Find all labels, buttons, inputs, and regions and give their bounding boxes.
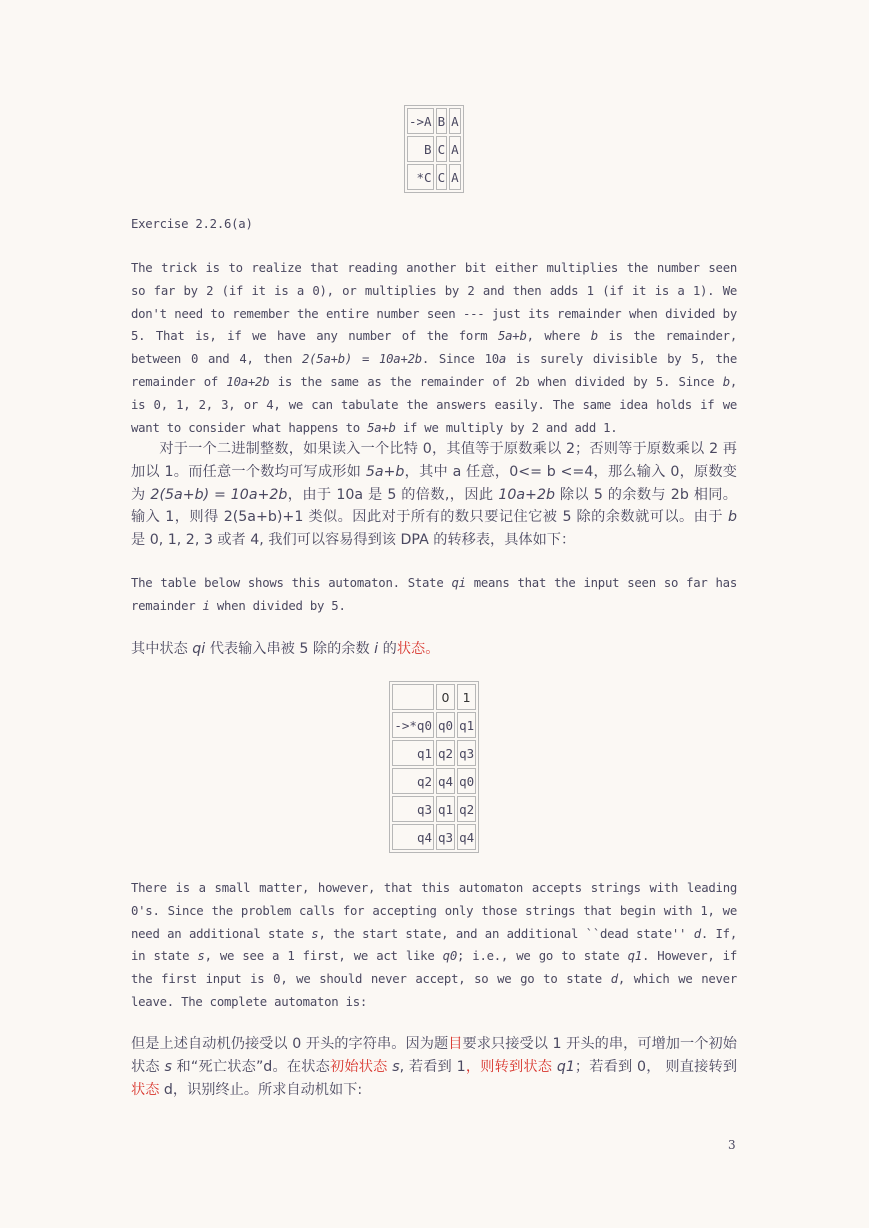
table-cell: q3 (392, 796, 434, 822)
text: 对于一个二进制整数，如果读入一个比特 0，其值等于原数乘以 2；否则等于原数乘以 2 再加以 1。而任意一个数均可写成形如 (131, 441, 737, 480)
table-header-cell: 0 (436, 684, 455, 710)
text: when divided by 5. (209, 598, 346, 613)
math: q1 (556, 1058, 575, 1075)
transition-table-small (404, 105, 464, 193)
text: , 若看到 1 (399, 1058, 466, 1075)
table-cell: B (436, 108, 448, 134)
table-cell: q4 (436, 768, 455, 794)
text: , where (526, 329, 591, 344)
text: ，其中 a 任意，0<= b <=4，那么输入 0，原数变为 (131, 463, 737, 503)
text: The table below shows this automaton. State (131, 576, 452, 590)
math: i (374, 641, 379, 657)
table-cell: ->*q0 (392, 712, 434, 738)
math: 10a+2b (226, 374, 270, 389)
text: . Since 10 (421, 352, 499, 367)
math: q1 (627, 949, 642, 964)
table-cell: A (449, 136, 461, 162)
math: 2(5a+b) = 10a+2b (150, 486, 288, 503)
table-row (392, 740, 476, 766)
table-cell: *C (407, 164, 434, 190)
table-row (392, 768, 476, 794)
text: 和“死亡状态”d。在状态 (171, 1058, 330, 1075)
table-row (392, 712, 476, 738)
math: q0 (442, 949, 457, 964)
math: s (164, 1058, 172, 1075)
table-row (407, 136, 461, 162)
text: 代表输入串被 5 除的余数 (205, 641, 375, 657)
table-header-cell (392, 684, 434, 710)
text: . If, in state (131, 926, 737, 964)
table-cell: q2 (392, 768, 434, 794)
text: There is a small matter, however, that this automaton accepts strings with leading 0's. Since the problem calls for accepting only those strings that begin with 1, we need an additional state (131, 881, 737, 941)
highlighted-text: 目 (448, 1036, 463, 1052)
highlighted-text: 状态 (131, 1081, 160, 1098)
transition-table-mod5 (389, 681, 479, 853)
table-cell: ->A (407, 108, 434, 134)
math: s (392, 1058, 400, 1075)
table-cell: q1 (436, 796, 455, 822)
table-cell: q1 (392, 740, 434, 766)
table-header-cell: 1 (457, 684, 476, 710)
highlighted-text: 初始状态 (330, 1058, 388, 1075)
text: ; i.e., we go to state (456, 949, 628, 964)
table-row (407, 164, 461, 190)
text: is the remainder, between 0 and 4, then (131, 329, 737, 367)
math: qi (451, 576, 466, 590)
math: i (202, 598, 210, 613)
text: 除以 5 的余数与 2b 相同。输入 1，则得 2(5a+b)+1 类似。因此对于所有的数只要记住它被 5 除的余数就可以。由于 (131, 486, 737, 526)
chinese-paragraph-3 (131, 1033, 737, 1101)
table-cell: q3 (436, 824, 455, 850)
text: is the same as the remainder of 2b when divided by 5. Since (269, 374, 723, 389)
text: 是 0, 1, 2, 3 或者 4, 我们可以容易得到该 DPA 的转移表，具体如下： (131, 532, 576, 549)
table-cell: C (436, 164, 448, 190)
table-cell: q4 (392, 824, 434, 850)
table-cell: q1 (457, 712, 476, 738)
english-paragraph-2 (131, 572, 737, 618)
text: , the start state, and an additional ``dead state'' (318, 926, 694, 941)
text: ，由于 10a 是 5 的倍数,，因此 (287, 486, 499, 503)
table-row (407, 108, 461, 134)
math: 5a+b (497, 329, 527, 344)
exercise-title: Exercise 2.2.6(a) (131, 217, 253, 231)
text: d，识别终止。所求自动机如下: (159, 1081, 363, 1098)
english-paragraph-3 (131, 877, 737, 1014)
chinese-paragraph-2 (131, 638, 737, 661)
table-header-row (392, 684, 476, 710)
math: 5a+b (365, 463, 405, 480)
math: 10a+2b (498, 486, 555, 503)
table-cell: q2 (436, 740, 455, 766)
math: a (498, 352, 507, 367)
text: , we see a 1 first, we act like (204, 949, 443, 964)
math: s (197, 949, 205, 964)
text: means that the input seen so far has remainder (131, 576, 737, 613)
text: 但是上述自动机仍接受以 0 开头的字符串。因为题 (131, 1036, 449, 1052)
english-paragraph-1 (131, 257, 737, 439)
text: 其中状态 (131, 641, 193, 657)
table-cell: A (449, 108, 461, 134)
math: qi (192, 641, 206, 657)
highlighted-text: 状态。 (396, 641, 440, 657)
chinese-paragraph-1 (131, 438, 737, 552)
text: 的 (378, 641, 397, 657)
math: 5a+b (367, 420, 396, 435)
math: b (590, 329, 598, 344)
math: 2(5a+b) = 10a+2b (302, 352, 422, 367)
table-row (392, 824, 476, 850)
text: if we multiply by 2 and add 1. (395, 420, 618, 435)
table-cell: q0 (436, 712, 455, 738)
math: s (311, 926, 319, 941)
page-number: 3 (728, 1138, 736, 1152)
text: 要求只接受以 1 开头的串，可增加一个初始状态 (131, 1036, 737, 1075)
table-cell: q4 (457, 824, 476, 850)
math: b (727, 509, 737, 526)
math: d (610, 972, 618, 987)
table-row (392, 796, 476, 822)
text: , which we never leave. The complete automaton is: (131, 972, 737, 1009)
table-cell: q2 (457, 796, 476, 822)
table-cell: B (407, 136, 434, 162)
table-cell: q0 (457, 768, 476, 794)
text: ；若看到 0， 则直接转到 (574, 1058, 738, 1075)
text: The trick is to realize that reading another bit either multiplies the number seen so far by 2 (if it is a 0), or multiplies by 2 and then adds 1 (if it is a 1). We don't need to remember the entire number seen --- just its remainder when divided by 5. That is, if we have any number of the form (131, 261, 737, 344)
text: . However, if the first input is 0, we should never accept, so we go to state (131, 949, 737, 987)
table-cell: A (449, 164, 461, 190)
math: b (722, 374, 730, 389)
math: d (693, 926, 701, 941)
table-cell: q3 (457, 740, 476, 766)
highlighted-text: ，则转到状态 (465, 1058, 553, 1075)
text: , is 0, 1, 2, 3, or 4, we can tabulate the answers easily. The same idea holds if we want to consider what happens to (131, 374, 737, 435)
text: is surely divisible by 5, the remainder of (131, 352, 737, 389)
table-cell: C (436, 136, 448, 162)
